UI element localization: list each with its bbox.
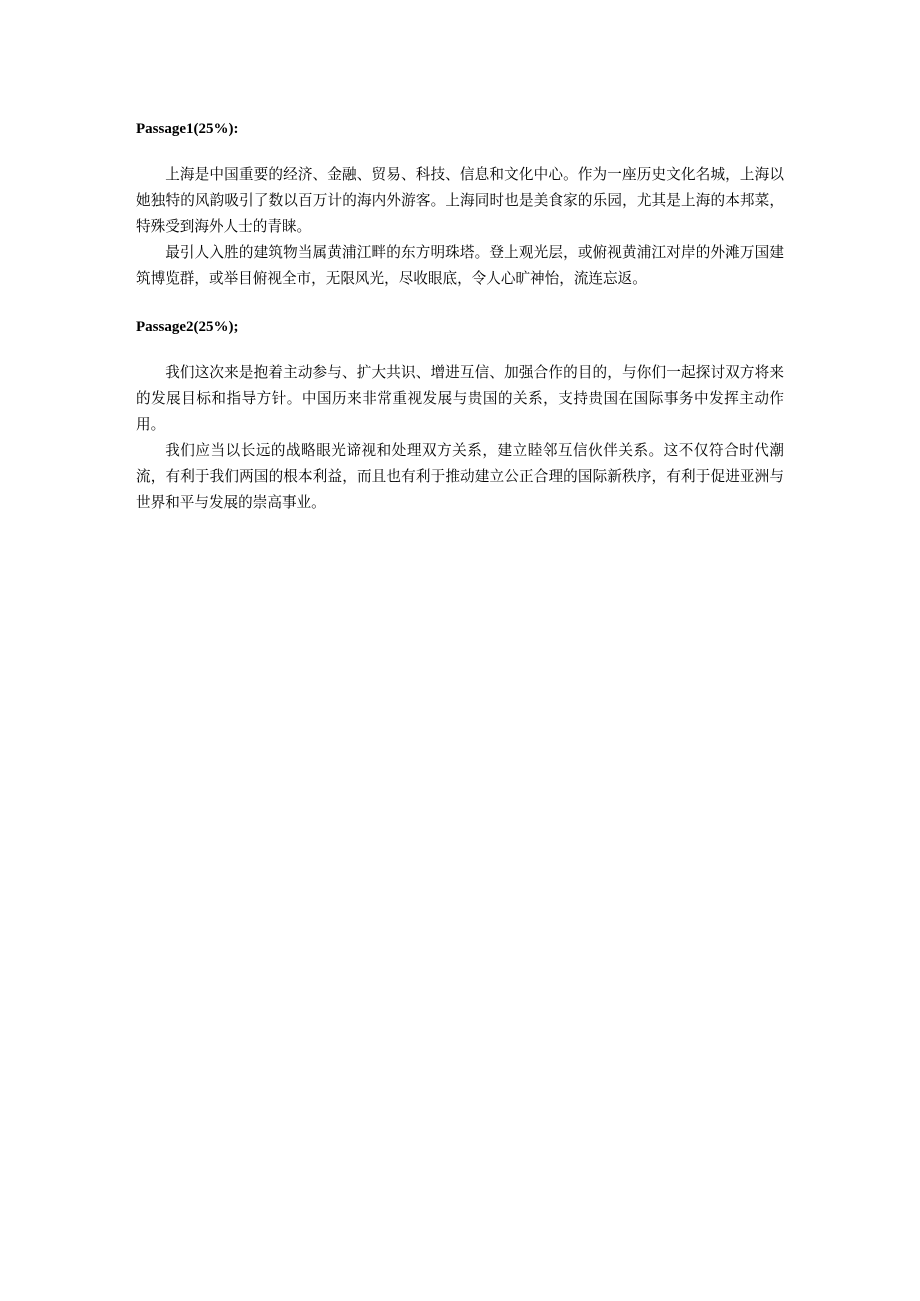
passage-2-heading: Passage2(25%);	[136, 319, 239, 335]
passage-1-paragraph-2: 最引人入胜的建筑物当属黄浦江畔的东方明珠塔。登上观光层，或俯视黄浦江对岸的外滩万国建筑博览群，或举目俯视全市，无限风光，尽收眼底，令人心旷神怡，流连忘返。	[136, 244, 784, 287]
passage-2-paragraph-1: 我们这次来是抱着主动参与、扩大共识、增进互信、加强合作的目的，与你们一起探讨双方将来的发展目标和指导方针。中国历来非常重视发展与贵国的关系，支持贵国在国际事务中发挥主动作用。	[136, 364, 784, 433]
passage-1-heading: Passage1(25%):	[136, 121, 239, 137]
passage-1	[136, 118, 784, 292]
passage-1-paragraph-1: 上海是中国重要的经济、金融、贸易、科技、信息和文化中心。作为一座历史文化名城，上海以她独特的风韵吸引了数以百万计的海内外游客。上海同时也是美食家的乐园，尤其是上海的本邦菜，特殊受到海外人士的青睐。	[136, 166, 784, 235]
passage-2-body	[136, 360, 784, 516]
passage-2	[136, 316, 784, 516]
passage-2-paragraph-2: 我们应当以长远的战略眼光谛视和处理双方关系，建立睦邻互信伙伴关系。这不仅符合时代潮流，有利于我们两国的根本利益，而且也有利于推动建立公正合理的国际新秩序，有利于促进亚洲与世界和平与发展的崇高事业。	[136, 442, 784, 511]
document-page	[136, 118, 784, 516]
passage-1-body	[136, 162, 784, 292]
